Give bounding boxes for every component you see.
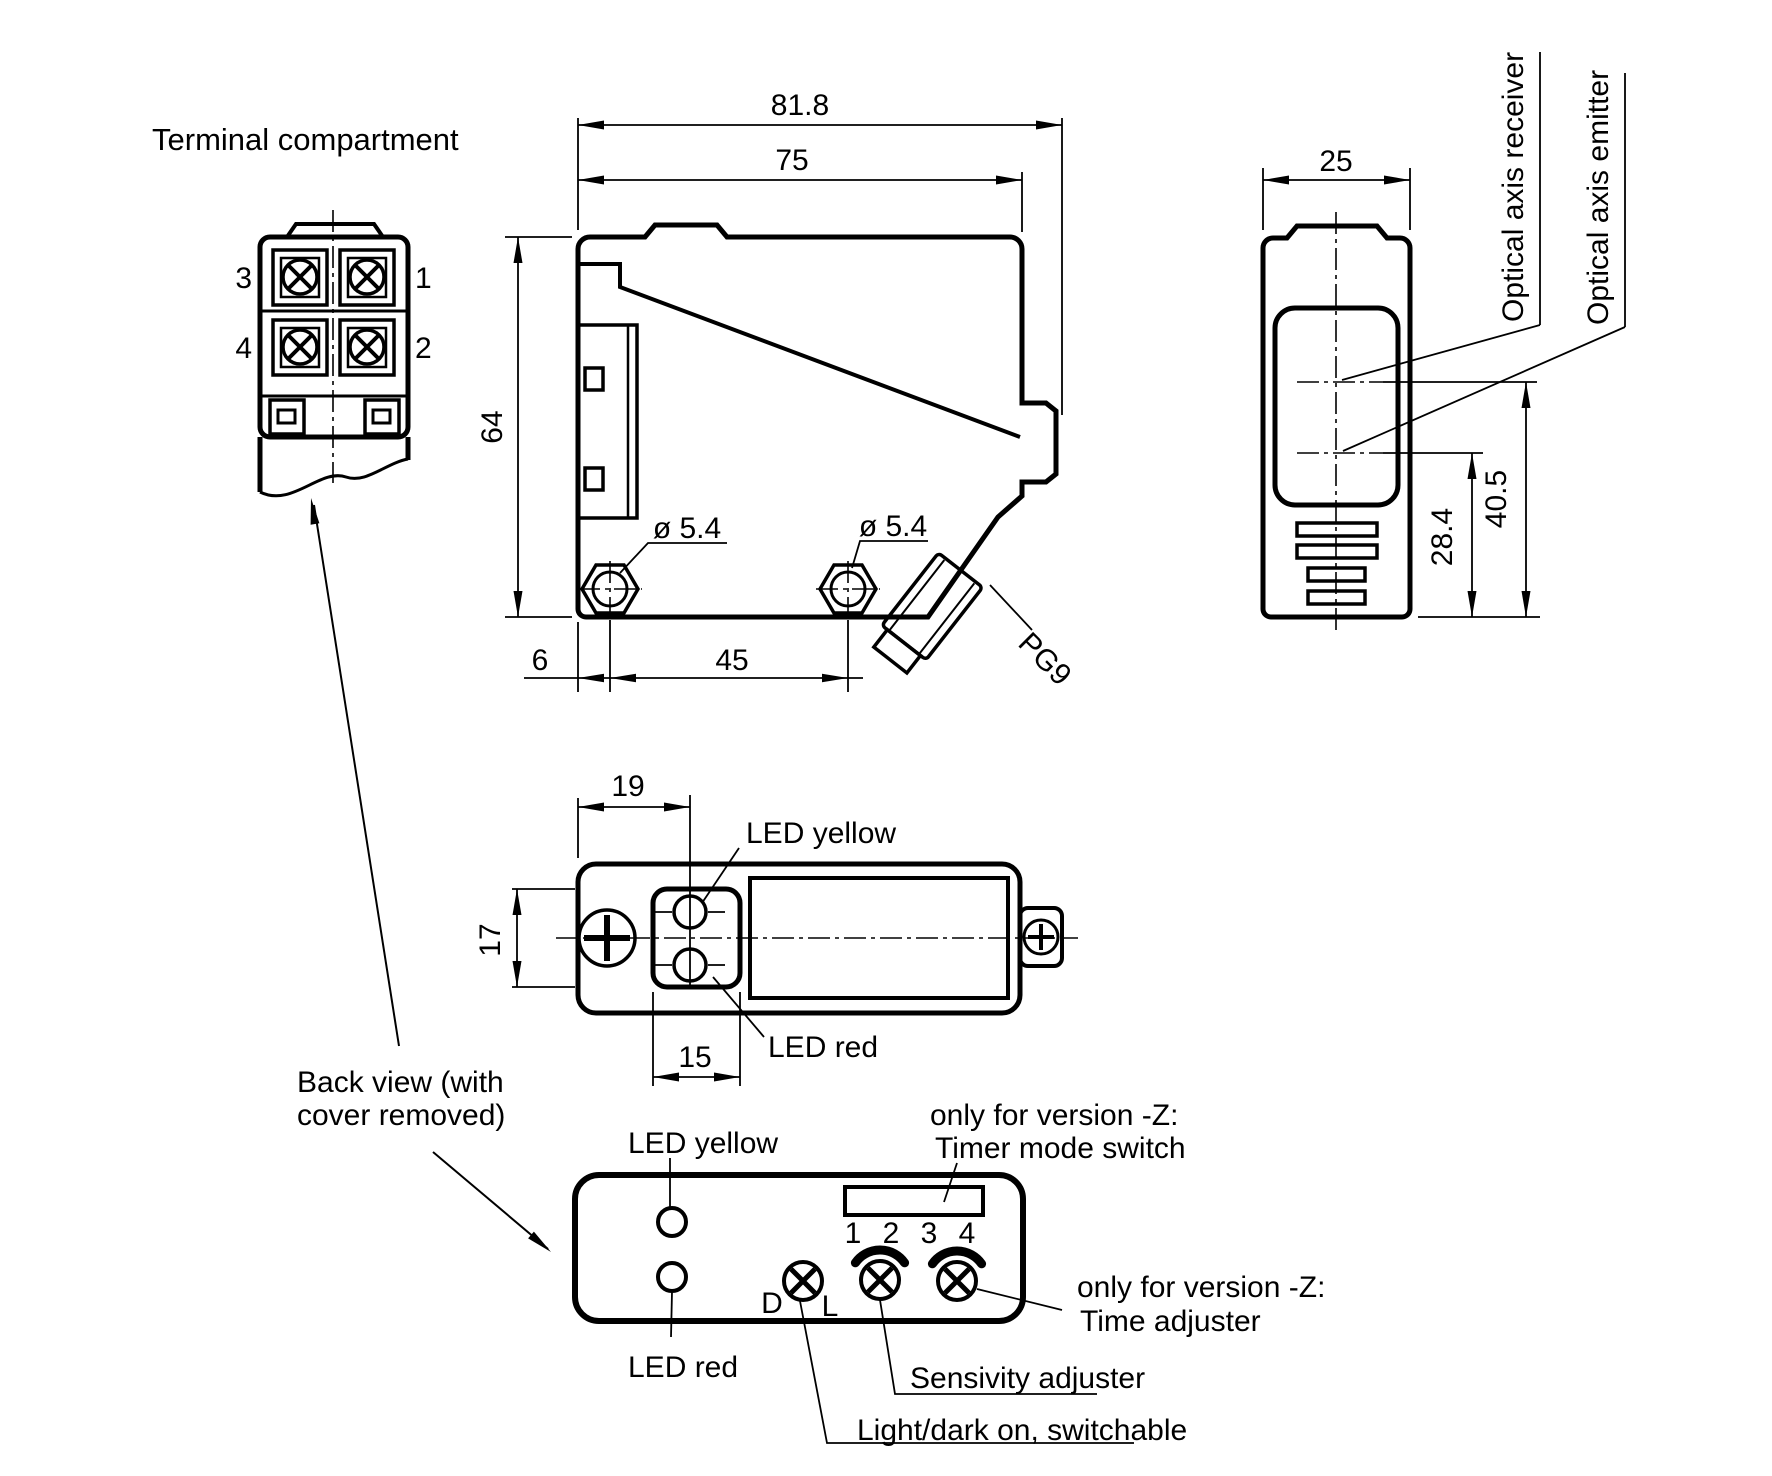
fixing-tab <box>1020 908 1062 966</box>
dim-receiver-axis <box>1480 382 1526 617</box>
dim-hole-positions <box>524 620 863 692</box>
mounting-bracket <box>578 325 637 518</box>
cable-clamp-left <box>270 400 304 434</box>
switch-pos-2: 2 <box>882 1217 900 1250</box>
dim-emitter-axis <box>1426 453 1472 617</box>
dim-body-width <box>578 144 1022 232</box>
top-view <box>474 770 1078 1086</box>
back-led-red <box>658 1263 686 1291</box>
dim-total-width <box>578 89 1062 415</box>
break-line <box>260 459 408 496</box>
side-view <box>476 89 1078 692</box>
terminal-screw-icon-1 <box>340 250 394 305</box>
terminal-compartment-title: Terminal compartment <box>152 122 459 157</box>
terminal-number-4: 4 <box>235 332 252 365</box>
gland-label: PG9 <box>1011 626 1078 693</box>
dark-on-label: D <box>761 1287 783 1320</box>
front-view <box>1263 52 1625 632</box>
z-version-time-note-line1: only for version -Z: <box>1077 1271 1326 1304</box>
svg-text:15: 15 <box>678 1041 712 1074</box>
terminal-screw-icon-4 <box>273 320 327 375</box>
dim-led-block-width <box>653 992 740 1086</box>
switch-pos-1: 1 <box>844 1217 862 1250</box>
dim-led-center <box>578 770 690 858</box>
z-version-timer-note-line2: Timer mode switch <box>935 1132 1186 1165</box>
vent-slats <box>1297 523 1377 604</box>
terminal-number-1: 1 <box>415 262 432 295</box>
timer-mode-switch <box>845 1187 983 1215</box>
svg-text:6: 6 <box>531 644 549 677</box>
optical-axis-receiver-label: Optical axis receiver <box>1497 51 1530 322</box>
svg-text:25: 25 <box>1319 145 1353 178</box>
svg-text:81.8: 81.8 <box>770 89 830 122</box>
terminal-screw-icon-3 <box>273 250 327 305</box>
svg-text:45: 45 <box>715 644 749 677</box>
svg-text:19: 19 <box>611 770 645 803</box>
back-view <box>575 1099 1325 1447</box>
hole-diameter-label-left: ø 5.4 <box>652 512 722 545</box>
terminal-compartment-view <box>152 122 459 496</box>
sensor-body-outline <box>578 225 1056 617</box>
svg-text:40.5: 40.5 <box>1480 469 1513 529</box>
z-version-time-note-line2: Time adjuster <box>1080 1305 1261 1338</box>
back-led-yellow <box>658 1208 686 1236</box>
top-led-yellow-label: LED yellow <box>746 817 897 850</box>
optical-axis-emitter-label: Optical axis emitter <box>1582 69 1615 325</box>
sensitivity-label: Sensivity adjuster <box>910 1362 1146 1395</box>
svg-text:28.4: 28.4 <box>1426 507 1459 567</box>
switch-pos-3: 3 <box>920 1217 938 1250</box>
top-led-red-label: LED red <box>768 1031 879 1064</box>
terminal-number-3: 3 <box>235 262 252 295</box>
dim-height <box>476 237 572 617</box>
back-led-yellow-label: LED yellow <box>628 1127 779 1160</box>
time-adjuster-icon <box>932 1251 981 1300</box>
switch-pos-4: 4 <box>958 1217 976 1250</box>
svg-text:17: 17 <box>474 923 507 957</box>
z-version-timer-note-line1: only for version -Z: <box>930 1099 1179 1132</box>
back-view-note-line2: cover removed) <box>297 1099 506 1132</box>
light-on-label: L <box>821 1290 839 1323</box>
light-dark-label: Light/dark on, switchable <box>857 1414 1188 1447</box>
back-led-red-label: LED red <box>628 1351 739 1384</box>
back-view-note-line1: Back view (with <box>297 1066 504 1099</box>
svg-text:64: 64 <box>476 410 509 444</box>
light-dark-switch-icon <box>784 1262 822 1300</box>
hole-diameter-label-right: ø 5.4 <box>858 510 928 543</box>
terminal-screw-icon-2 <box>340 320 394 375</box>
sensitivity-adjuster-icon <box>855 1250 904 1299</box>
hex-nut-right <box>816 561 880 617</box>
hex-nut-left <box>578 561 642 617</box>
svg-text:75: 75 <box>775 144 809 177</box>
cable-clamp-right <box>365 400 399 434</box>
terminal-number-2: 2 <box>415 332 432 365</box>
back-view-note <box>297 498 551 1252</box>
